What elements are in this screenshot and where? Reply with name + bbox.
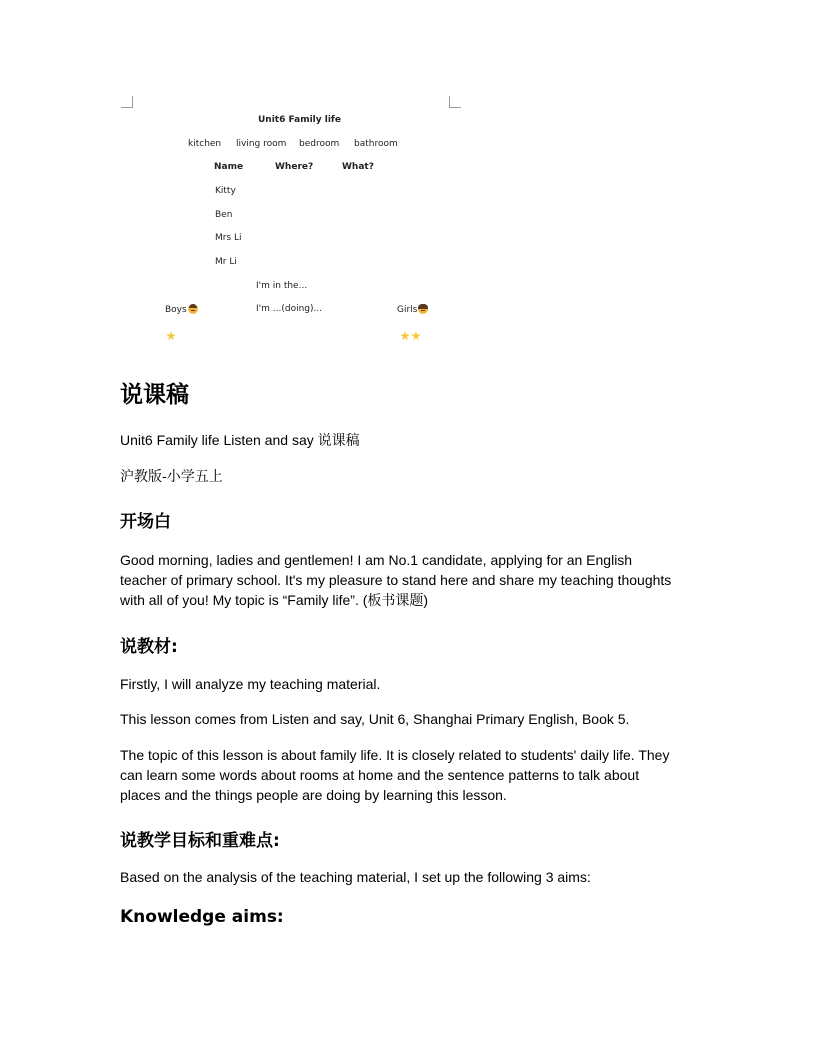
board-girls-label: [397, 304, 428, 315]
star-icon: [166, 331, 176, 341]
material-paragraph-1: Firstly, I will analyze my teaching material.: [120, 676, 381, 692]
board-header-what: What?: [342, 162, 374, 172]
section-material-heading: 说教材:: [120, 637, 178, 657]
board-title: Unit6 Family life: [258, 115, 341, 125]
section-knowledge-heading: Knowledge aims:: [120, 907, 284, 927]
girl-face-icon: [418, 304, 428, 314]
doc-subtitle: [120, 430, 360, 451]
board-room-bedroom: bedroom: [299, 139, 340, 149]
board-name-ben: Ben: [215, 210, 233, 220]
section-aims-heading: 说教学目标和重难点:: [120, 831, 280, 851]
opening-paragraph: [120, 550, 680, 611]
star-icon: [411, 331, 421, 341]
board-sentence-1: I'm in the...: [256, 281, 308, 291]
board-header-where: Where?: [275, 162, 314, 172]
board-name-kitty: Kitty: [215, 186, 236, 196]
boy-face-icon: [188, 304, 198, 314]
board-room-living-room: living room: [236, 139, 287, 149]
section-opening-heading: 开场白: [120, 512, 171, 532]
board-room-kitchen: kitchen: [188, 139, 222, 149]
opening-paragraph-end: ): [423, 592, 429, 608]
doc-title: 说课稿: [120, 382, 189, 408]
doc-subtitle-cn: 说课稿: [317, 433, 360, 449]
boys-stars: [166, 328, 177, 346]
opening-paragraph-en: Good morning, ladies and gentlemen! I am No.1 candidate, applying for an English teacher of primary school. It's my pleasure to stand here and share my teaching thoughts with all of you! My topic is “Family life”. (: [120, 552, 672, 608]
aims-paragraph-1: Based on the analysis of the teaching material, I set up the following 3 aims:: [120, 869, 591, 885]
board-header-name: Name: [214, 162, 244, 172]
doc-edition: 沪教版-小学五上: [120, 469, 223, 485]
girls-stars: [400, 328, 422, 346]
board-boys-label: [165, 304, 198, 315]
board-room-bathroom: bathroom: [354, 139, 398, 149]
crop-mark-top-right: [449, 96, 461, 108]
girls-label-text: Girls: [397, 305, 418, 315]
star-icon: [400, 331, 410, 341]
opening-paragraph-cn: 板书课题: [367, 593, 424, 609]
boys-label-text: Boys: [165, 305, 187, 315]
crop-mark-top-left: [121, 96, 133, 108]
material-paragraph-2: This lesson comes from Listen and say, Unit 6, Shanghai Primary English, Book 5.: [120, 711, 630, 727]
board-sentence-2: I'm ...(doing)...: [256, 304, 323, 314]
doc-subtitle-en: Unit6 Family life Listen and say: [120, 432, 318, 448]
board-name-mr-li: Mr Li: [215, 257, 237, 267]
board-name-mrs-li: Mrs Li: [215, 233, 242, 243]
material-paragraph-3: The topic of this lesson is about family life. It is closely related to students' daily life. They can learn some words about rooms at home and the sentence patterns to talk about places and the things people are doing by learning this lesson.: [120, 747, 670, 803]
